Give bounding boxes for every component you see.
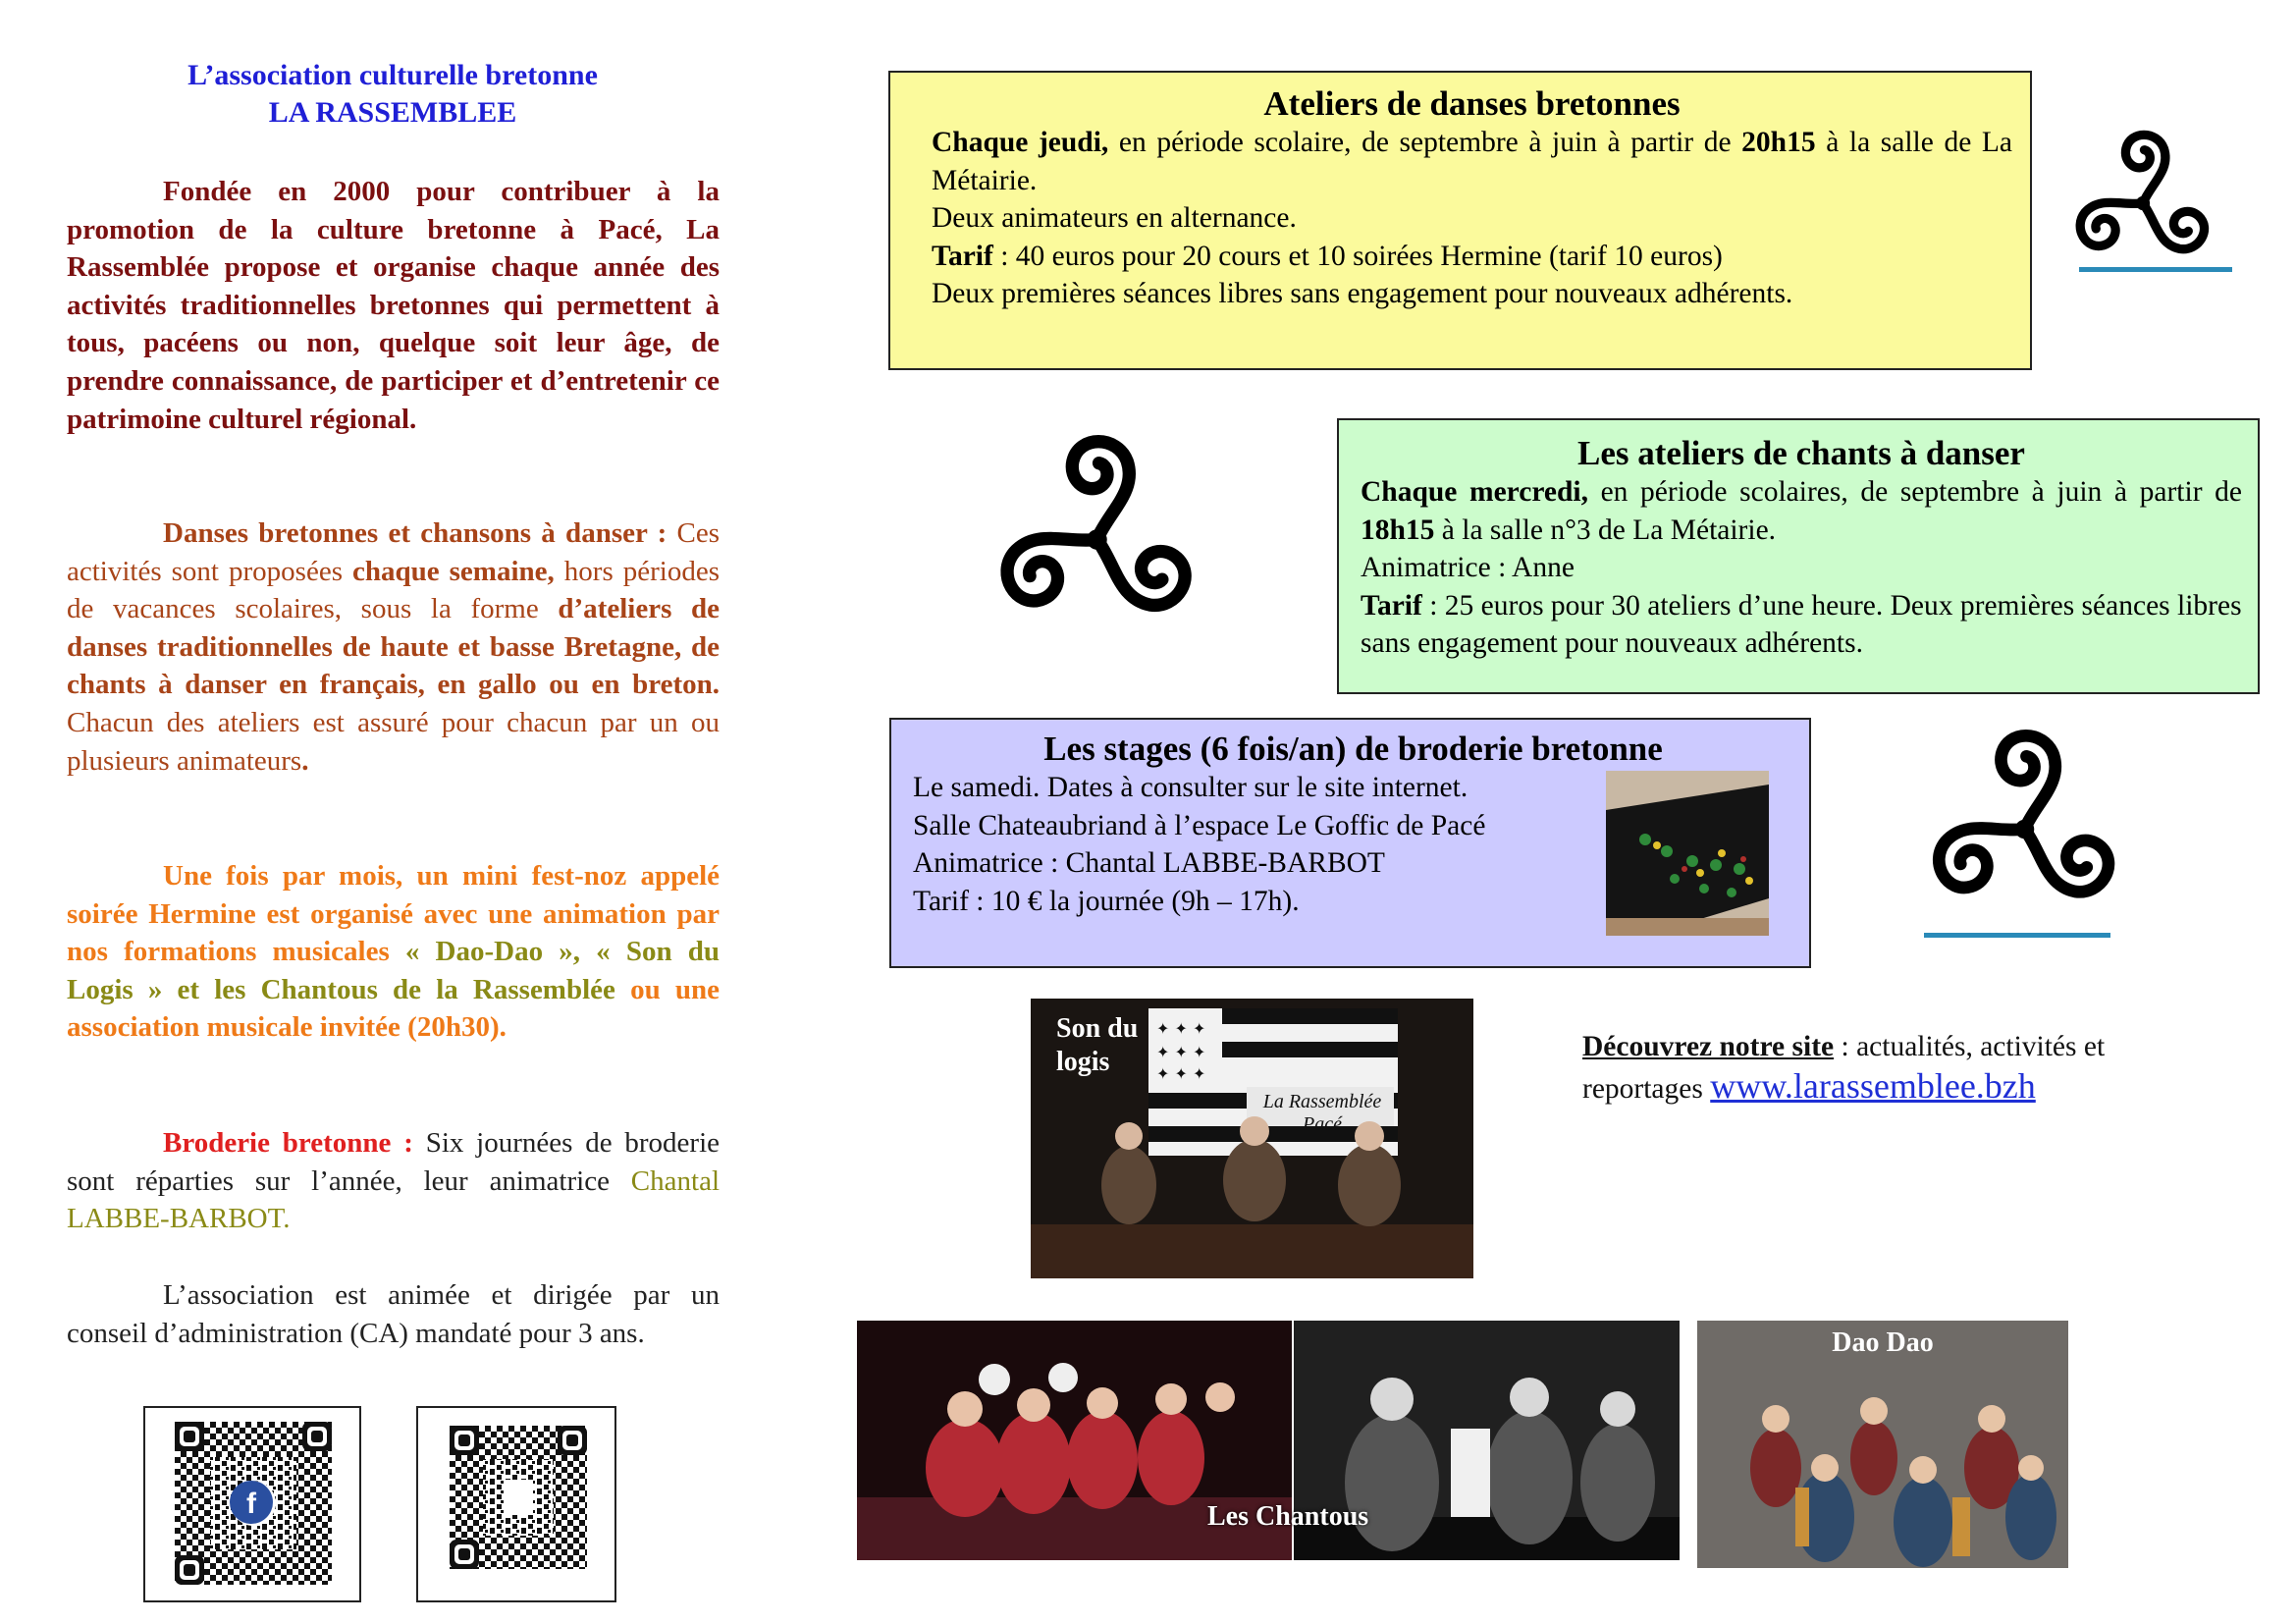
- website-description: : actualités, activités et reportages: [1582, 1031, 2106, 1105]
- intro-text: Fondée en 2000 pour contribuer à la promotion de la culture bretonne à Pacé, La Rassemblée propose et organise chaque année des activités traditionnelles bretonnes qui permettent à tous, pacéens ou non, quelque soit leur âge, de prendre connaissance, de participer et d’entretenir ce patrimoine culturel régional.: [67, 176, 720, 435]
- embroidery-location: Salle Chateaubriand à l’espace Le Goffic de Pacé: [913, 809, 1486, 841]
- song-schedule: [1361, 473, 2242, 549]
- festnoz-groups: « Dao-Dao », « Son du Logis » et les Chantous de la Rassemblée: [67, 936, 720, 1005]
- song-price: [1361, 587, 2242, 663]
- song-workshops-box: [1337, 418, 2260, 694]
- facebook-qr-frame[interactable]: [143, 1406, 361, 1602]
- svg-text:f: f: [246, 1488, 256, 1520]
- dance-price-value: : 40 euros pour 20 cours et 10 soirées Hermine (tarif 10 euros): [992, 240, 1723, 272]
- dances-heading: Danses bretonnes et chansons à danser :: [163, 517, 667, 549]
- dance-price-label: Tarif: [932, 240, 993, 272]
- embroidery-price: Tarif : 10 € la journée (9h – 17h).: [913, 885, 1300, 917]
- website-info: [1582, 1027, 2211, 1109]
- svg-text:✦ ✦ ✦: ✦ ✦ ✦: [1156, 1064, 1206, 1083]
- dances-text-3: Chacun des ateliers est assuré pour chacun par un ou plusieurs animateurs: [67, 706, 720, 777]
- song-host: Animatrice : Anne: [1361, 552, 1575, 583]
- song-location: à la salle n°3 de La Métairie.: [1434, 514, 1777, 546]
- association-title: [65, 57, 721, 132]
- embroidery-title: Les stages (6 fois/an) de broderie bretonne: [1043, 730, 1663, 768]
- dance-workshops-box: [888, 71, 2032, 370]
- website-link[interactable]: www.larassemblee.bzh: [1710, 1066, 2036, 1106]
- dao-dao-label: Dao Dao: [1832, 1327, 1934, 1358]
- embroidery-text: Six journées de broderie sont réparties sur l’année, leur animatrice: [67, 1127, 721, 1197]
- festnoz-paragraph: [67, 857, 720, 1047]
- dance-location: à la salle de La Métairie.: [932, 127, 2012, 196]
- title-line-2: LA RASSEMBLEE: [268, 96, 517, 129]
- dance-day: Chaque jeudi,: [932, 127, 1109, 158]
- son-du-logis-label: Son du logis: [1056, 1013, 1139, 1077]
- svg-text:✦ ✦ ✦: ✦ ✦ ✦: [1156, 1019, 1206, 1038]
- embroidery-day: Le samedi. Dates à consulter sur le site internet.: [913, 772, 1468, 803]
- intro-paragraph: [67, 173, 720, 438]
- song-price-label: Tarif: [1361, 589, 1422, 622]
- dances-paragraph: [67, 514, 720, 780]
- son-du-logis-photo: [1031, 999, 1473, 1278]
- watermark-strip: [2079, 267, 2232, 272]
- watermark-strip: [1924, 933, 2110, 938]
- dance-schedule: [932, 124, 2012, 199]
- dance-hosts: Deux animateurs en alternance.: [932, 202, 1297, 234]
- title-line-1: L’association culturelle bretonne: [187, 59, 598, 91]
- embroidery-photo: [1606, 771, 1769, 936]
- dances-text-2: hors périodes de vacances scolaires, sous la forme: [67, 555, 721, 625]
- song-price-value: : 25 euros pour 30 ateliers d’une heure. Deux premières séances libres sans engagement pour nouveaux adhérents.: [1361, 589, 2242, 659]
- song-time: 18h15: [1361, 514, 1435, 546]
- dao-dao-photo: [1697, 1321, 2068, 1568]
- dance-trial: Deux premières séances libres sans engagement pour nouveaux adhérents.: [932, 278, 1793, 309]
- banner-text: La Rassemblée Pacé: [1262, 1091, 1382, 1135]
- dance-period: en période scolaire, de septembre à juin à partir de: [1108, 127, 1742, 158]
- qr-code-icon: [450, 1426, 587, 1569]
- triskelion-icon: [2069, 130, 2216, 277]
- svg-text:✦ ✦ ✦: ✦ ✦ ✦: [1156, 1043, 1206, 1061]
- embroidery-box: [889, 718, 1811, 968]
- triskelion-icon: [991, 434, 1202, 645]
- dances-period: .: [301, 744, 309, 777]
- dances-text-1: Ces activités sont proposées: [67, 517, 721, 587]
- song-day: Chaque mercredi,: [1361, 476, 1588, 508]
- dance-workshops-title: Ateliers de danses bretonnes: [1263, 84, 1681, 123]
- governance-text: L’association est animée et dirigée par un conseil d’administration (CA) mandaté pour 3 ans.: [67, 1279, 720, 1349]
- dance-time: 20h15: [1741, 127, 1816, 158]
- song-workshops-title: Les ateliers de chants à danser: [1577, 434, 2025, 472]
- governance-paragraph: [67, 1276, 720, 1352]
- embroidery-leader: Chantal LABBE-BARBOT.: [67, 1164, 720, 1235]
- festnoz-text-1: Une fois par mois, un mini fest-noz appelé soirée Hermine est organisé avec une animation par nos formations musicales: [67, 860, 720, 968]
- triskelion-icon: [1924, 729, 2125, 930]
- dances-weekly: chaque semaine,: [352, 555, 555, 587]
- embroidery-host: Animatrice : Chantal LABBE-BARBOT: [913, 847, 1385, 879]
- song-period: en période scolaires, de septembre à juin à partir de: [1587, 476, 2242, 508]
- embroidery-heading: Broderie bretonne :: [163, 1127, 413, 1159]
- website-label: Découvrez notre site: [1582, 1031, 1835, 1062]
- dance-price: [932, 238, 2012, 276]
- festnoz-text-2: ou une association musicale invitée (20h30).: [67, 973, 720, 1044]
- facebook-icon: [228, 1479, 275, 1526]
- embroidery-paragraph: [67, 1124, 720, 1238]
- dances-workshops: d’ateliers de danses traditionnelles de haute et basse Bretagne, de chants à danser en français, en gallo ou en breton.: [67, 593, 720, 701]
- chantous-label: Les Chantous: [1207, 1501, 1369, 1532]
- site-qr-frame[interactable]: [416, 1406, 616, 1602]
